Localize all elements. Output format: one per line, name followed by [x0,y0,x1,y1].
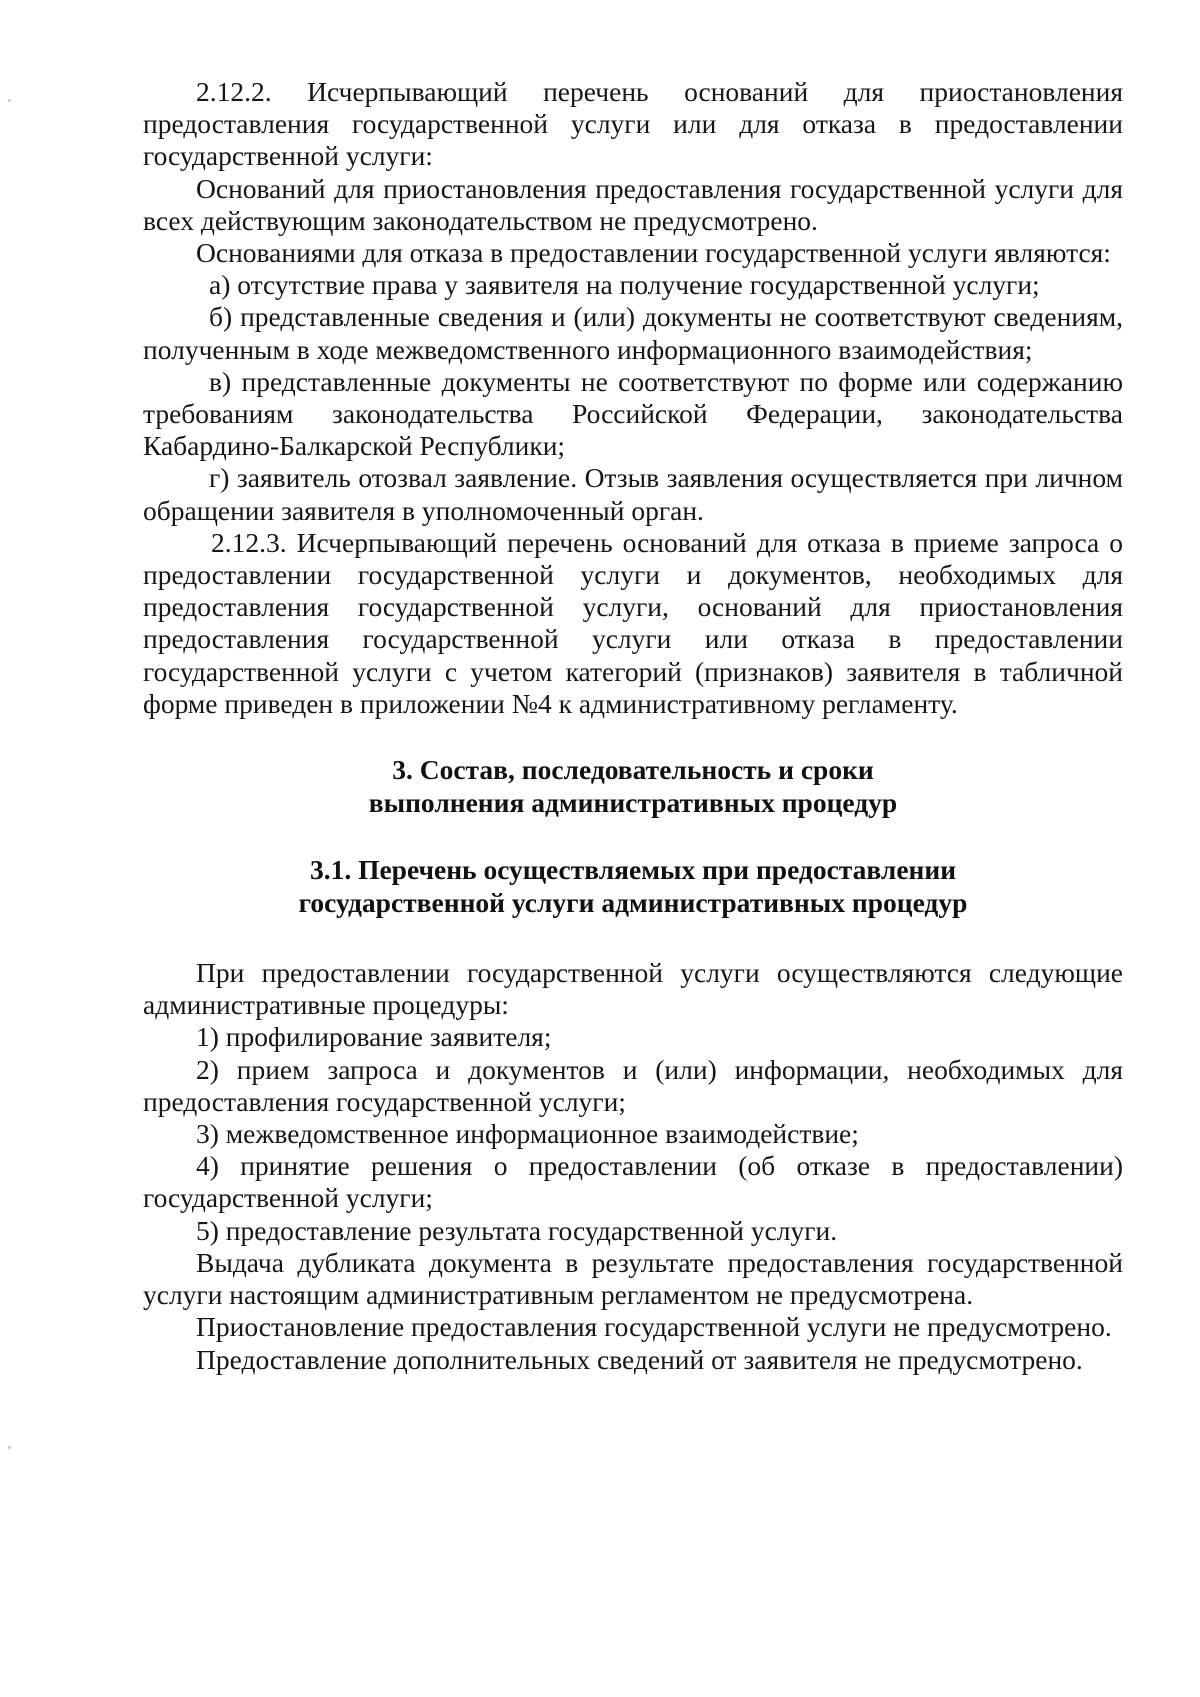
section-3-heading-line-1: 3. Состав, последовательность и сроки [392,754,874,786]
procedure-item-3: 3) межведомственное информационное взаимодействие; [196,1118,859,1150]
section-3-1-heading [143,854,1123,919]
paragraph-refusal-grounds-intro: Основаниями для отказа в предоставлении государственной услуги являются: [196,237,1111,269]
procedure-item-2: 2) прием запроса и документов и (или) информации, необходимых для предоставления государственной услуги; [143,1053,1123,1117]
section-3-heading [143,754,1123,819]
procedure-item-1: 1) профилирование заявителя; [196,1021,552,1053]
list-item-b: б) представленные сведения и (или) документы не соответствуют сведениям, полученным в ходе межведомственного информационного взаимодействия; [143,301,1123,365]
paragraph-2-12-2: 2.12.2. Исчерпывающий перечень оснований для приостановления предоставления государственной услуги или для отказа в предоставлении государственной услуги: [143,76,1123,172]
paragraph-2-12-3: 2.12.3. Исчерпывающий перечень оснований для отказа в приеме запроса о предоставлении государственной услуги и документов, необходимых для предоставления государственной услуги, оснований для приостановления предоставления государственной услуги или отказа в предоставлении государственной услуги с учетом категорий (признаков) заявителя в табличной форме приведен в приложении №4 к административному регламенту. [143,526,1123,719]
paragraph-procedures-intro: При предоставлении государственной услуги осуществляются следующие административные процедуры: [143,957,1123,1021]
list-item-a: а) отсутствие права у заявителя на получение государственной услуги; [209,269,1040,301]
section-3-1-heading-line-1: 3.1. Перечень осуществляемых при предоставлении [309,854,957,886]
paragraph-no-suspension-grounds: Оснований для приостановления предоставления государственной услуги для всех действующим законодательством не предусмотрено. [143,172,1123,236]
section-3-1-heading-line-2: государственной услуги административных процедур [298,886,968,918]
list-item-g: г) заявитель отозвал заявление. Отзыв заявления осуществляется при личном обращении заявителя в уполномоченный орган. [143,462,1123,526]
scan-speck [8,99,11,102]
document-page [143,76,1123,1376]
section-3-heading-line-2: выполнения административных процедур [368,786,898,818]
paragraph-suspension-not-provided: Приостановление предоставления государственной услуги не предусмотрено. [196,1311,1112,1343]
procedure-item-4: 4) принятие решения о предоставлении (об отказе в предоставлении) государственной услуги; [143,1150,1123,1214]
paragraph-additional-info-not-provided: Предоставление дополнительных сведений от заявителя не предусмотрено. [196,1343,1083,1375]
scan-speck [8,1446,11,1449]
procedure-item-5: 5) предоставление результата государственной услуги. [196,1214,838,1246]
list-item-v: в) представленные документы не соответствуют по форме или содержанию требованиям законодательства Российской Федерации, законодательства Кабардино-Балкарской Республики; [143,365,1123,462]
paragraph-duplicate-issuance: Выдача дубликата документа в результате предоставления государственной услуги настоящим административным регламентом не предусмотрена. [143,1246,1123,1311]
